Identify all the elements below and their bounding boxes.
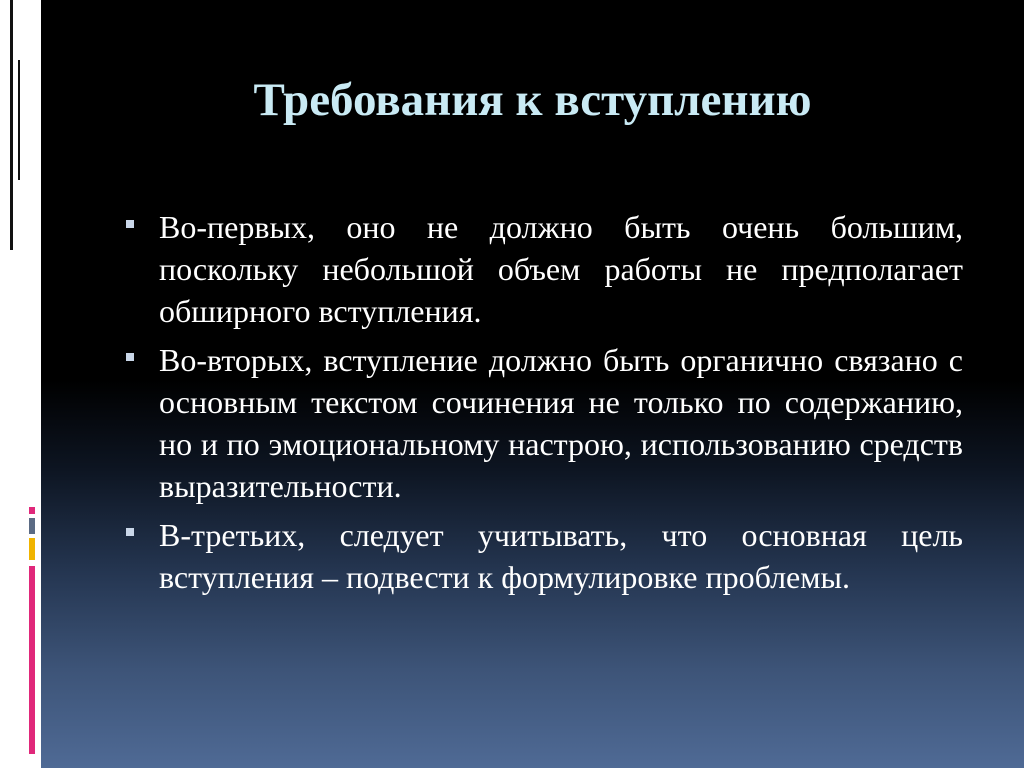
accent-bar-pink-long bbox=[29, 566, 35, 754]
bullet-item bbox=[125, 206, 963, 332]
accent-line-top-black-2 bbox=[18, 60, 20, 180]
bullet-text: Во-вторых, вступление должно быть органично связано с основным текстом сочинения не только по содержанию, но и по эмоциональному настрою, использованию средств выразительности. bbox=[159, 342, 963, 504]
bullet-item bbox=[125, 514, 963, 598]
square-bullet-icon bbox=[126, 220, 134, 228]
square-bullet-icon bbox=[126, 528, 134, 536]
bullet-item bbox=[125, 339, 963, 507]
bullet-text: Во-первых, оно не должно быть очень большим, поскольку небольшой объем работы не предполагает обширного вступления. bbox=[159, 209, 963, 329]
accent-bar-slate bbox=[29, 518, 35, 534]
bullet-list bbox=[125, 206, 963, 605]
accent-bar-pink-small bbox=[29, 507, 35, 514]
accent-bar-gold bbox=[29, 538, 35, 560]
slide-content bbox=[41, 0, 1024, 768]
square-bullet-icon bbox=[126, 353, 134, 361]
left-accent-bars bbox=[0, 0, 41, 768]
accent-line-top-black bbox=[10, 0, 13, 250]
bullet-text: В-третьих, следует учитывать, что основная цель вступления – подвести к формулировке проблемы. bbox=[159, 517, 963, 595]
slide-title: Требования к вступлению bbox=[253, 74, 812, 126]
